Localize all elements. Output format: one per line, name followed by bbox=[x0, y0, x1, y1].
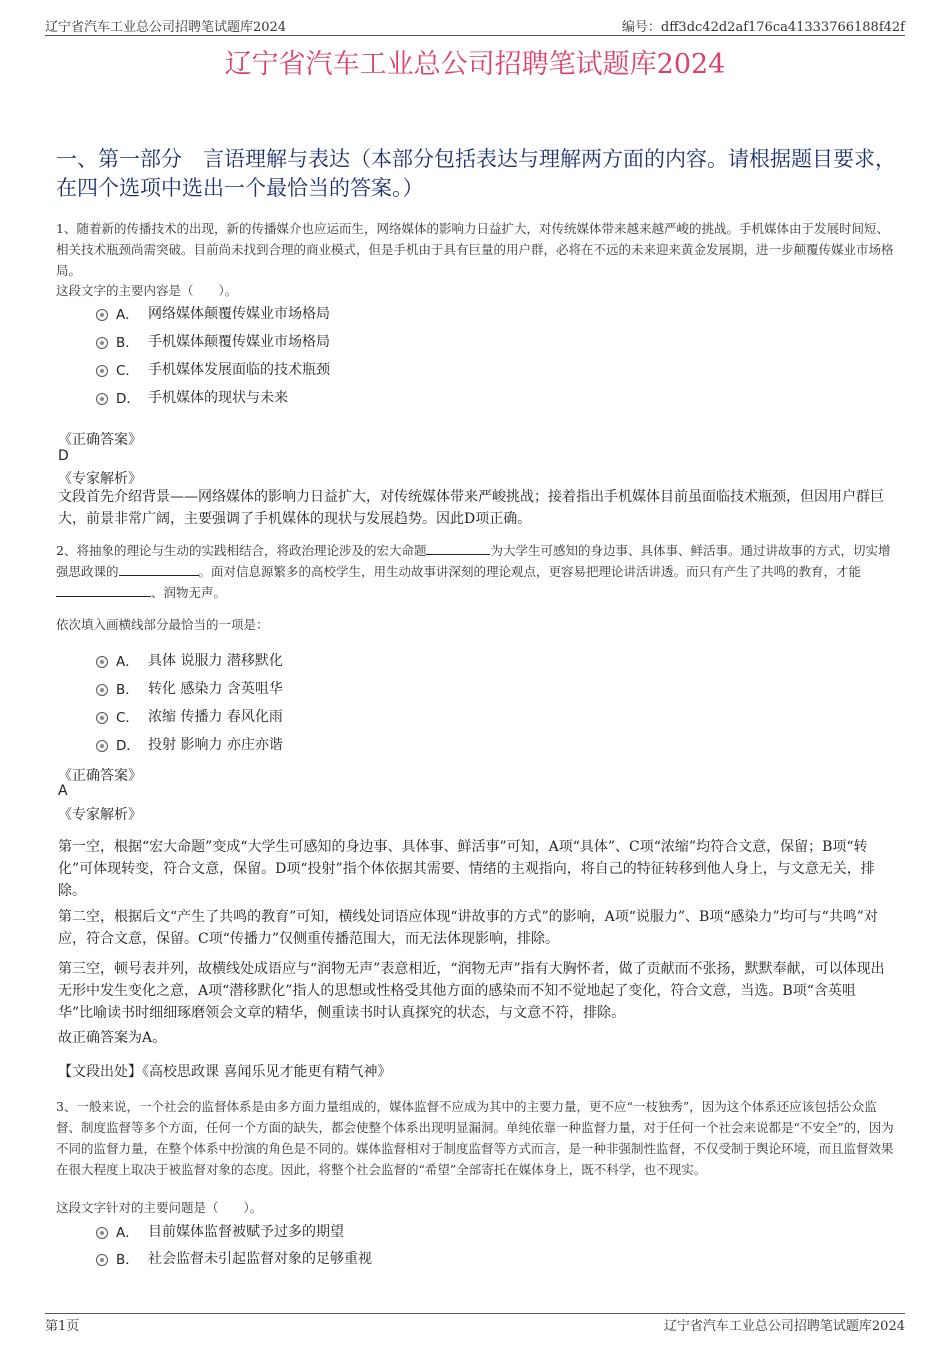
header-rule bbox=[45, 35, 905, 36]
radio-icon[interactable] bbox=[96, 740, 108, 752]
blank-2 bbox=[119, 561, 199, 576]
question-3-option-a[interactable]: A． 目前媒体监督被赋予过多的期望 bbox=[96, 1220, 344, 1242]
page-title: 辽宁省汽车工业总公司招聘笔试题库2024 bbox=[224, 49, 726, 80]
radio-icon[interactable] bbox=[96, 656, 108, 668]
question-2-answer-label: 《正确答案》 bbox=[58, 768, 142, 784]
radio-icon[interactable] bbox=[96, 365, 108, 377]
question-1-answer: D bbox=[58, 448, 69, 464]
question-2-ask: 依次填入画横线部分最恰当的一项是： bbox=[56, 617, 269, 632]
footer-title: 辽宁省汽车工业总公司招聘笔试题库2024 bbox=[663, 1319, 905, 1334]
header-doc-id: 编号：dff3dc42d2af176ca41333766188f42f bbox=[621, 20, 905, 35]
question-1-answer-label: 《正确答案》 bbox=[58, 432, 142, 448]
question-1-option-b[interactable]: B． 手机媒体颠覆传媒业市场格局 bbox=[96, 330, 330, 352]
header-left: 辽宁省汽车工业总公司招聘笔试题库2024 bbox=[45, 20, 287, 35]
question-2-option-c[interactable]: C． 浓缩 传播力 春风化雨 bbox=[96, 705, 283, 727]
question-1-option-a[interactable]: A． 网络媒体颠覆传媒业市场格局 bbox=[96, 302, 330, 324]
radio-icon[interactable] bbox=[96, 1254, 108, 1266]
question-1-ask: 这段文字的主要内容是（ ）。 bbox=[56, 283, 238, 298]
radio-icon[interactable] bbox=[96, 309, 108, 321]
question-2-text: 2、将抽象的理论与生动的实践相结合，将政治理论涉及的宏大命题 为大学生可感知的身边事、具体事、鲜活事。通过讲故事的方式，切实增强思政课的 。面对信息源繁多的高校学生，用生动故事讲深刻的理论观点，更容易把理论讲活讲透。而只有产生了共鸣的教育，才能、润物无声。 bbox=[56, 540, 901, 603]
blank-3 bbox=[56, 582, 151, 597]
radio-icon[interactable] bbox=[96, 1227, 108, 1239]
question-2-source: 【文段出处】《高校思政课 喜闻乐见才能更有精气神》 bbox=[58, 1064, 392, 1080]
question-2-answer: A bbox=[58, 783, 68, 799]
radio-icon[interactable] bbox=[96, 712, 108, 724]
question-2-option-a[interactable]: A． 具体 说服力 潜移默化 bbox=[96, 649, 283, 671]
question-2-analysis-label: 《专家解析》 bbox=[58, 807, 142, 823]
question-2-option-d[interactable]: D． 投射 影响力 亦庄亦谐 bbox=[96, 733, 283, 755]
section-heading: 一、第一部分 言语理解与表达（本部分包括表达与理解两方面的内容。请根据题目要求，在四个选项中选出一个最恰当的答案。） bbox=[56, 147, 896, 200]
question-3-option-b[interactable]: B． 社会监督未引起监督对象的足够重视 bbox=[96, 1247, 372, 1269]
question-2-analysis-blank-3: 第三空，顿号表并列，故横线处成语应与“润物无声”表意相近，“润物无声”指有大胸怀者，做了贡献而不张扬，默默奉献，可以体现出无形中发生变化之意，A项“潜移默化”指人的思想或性格受其他方面的感染而不知不觉地起了变化，符合文意，当选。B项“含英咀华”比喻读书时细细琢磨领会文章的精华，侧重读书时认真探究的状态，与文意不符，排除。 bbox=[58, 961, 885, 1021]
footer-rule bbox=[45, 1313, 905, 1314]
question-2-option-b[interactable]: B． 转化 感染力 含英咀华 bbox=[96, 677, 283, 699]
question-3-ask: 这段文字针对的主要问题是（ ）。 bbox=[56, 1200, 263, 1215]
page-number: 第1页 bbox=[45, 1319, 80, 1334]
question-2-analysis-blank-2: 第二空，根据后文“产生了共鸣的教育”可知，横线处词语应体现“讲故事的方式”的影响，A项“说服力”、B项“感染力”均可与“共鸣”对应，符合文意，保留。C项“传播力”仅侧重传播范围大，而无法体现影响，排除。 bbox=[58, 909, 878, 947]
blank-1 bbox=[426, 540, 490, 555]
question-1-text: 1、随着新的传播技术的出现，新的传播媒介也应运而生，网络媒体的影响力日益扩大，对传统媒体带来越来越严峻的挑战。手机媒体由于发展时间短、相关技术瓶颈尚需突破。目前尚未找到合理的商业模式，但是手机由于具有巨量的用户群，必将在不远的未来迎来黄金发展期，进一步颠覆传媒业市场格局。 bbox=[56, 221, 894, 278]
question-3-text: 3、一般来说，一个社会的监督体系是由多方面力量组成的，媒体监督不应成为其中的主要力量，更不应“一枝独秀”，因为这个体系还应该包括公众监督、制度监督等多个方面，任何一个方面的缺失，都会使整个体系出现明显漏洞。单纯依靠一种监督力量，对于任何一个社会来说都是“不安全”的，因为不同的监督力量，在整个体系中扮演的角色是不同的。媒体监督相对于制度监督等方式而言，是一种非强制性监督，不仅受制于舆论环境，而且监督效果在很大程度上取决于被监督对象的态度。因此，将整个社会监督的“希望”全部寄托在媒体身上，既不科学，也不现实。 bbox=[56, 1099, 894, 1177]
question-2-conclusion: 故正确答案为A。 bbox=[58, 1030, 167, 1046]
radio-icon[interactable] bbox=[96, 337, 108, 349]
radio-icon[interactable] bbox=[96, 684, 108, 696]
question-1-analysis-label: 《专家解析》 bbox=[58, 471, 142, 487]
question-1-option-d[interactable]: D． 手机媒体的现状与未来 bbox=[96, 386, 288, 408]
question-2-analysis-blank-1: 第一空，根据“宏大命题”变成“大学生可感知的身边事、具体事、鲜活事”可知，A项“具体”、C项“浓缩”均符合文意，保留；B项“转化”可体现转变，符合文意，保留。D项“投射”指个体依据其需要、情绪的主观指向，将自己的特征转移到他人身上，与文意无关，排除。 bbox=[58, 839, 875, 899]
question-1-option-c[interactable]: C． 手机媒体发展面临的技术瓶颈 bbox=[96, 358, 330, 380]
radio-icon[interactable] bbox=[96, 393, 108, 405]
question-1-analysis: 文段首先介绍背景——网络媒体的影响力日益扩大，对传统媒体带来严峻挑战；接着指出手机媒体目前虽面临技术瓶颈，但因用户群巨大，前景非常广阔，主要强调了手机媒体的现状与发展趋势。因此D项正确。 bbox=[58, 489, 884, 527]
